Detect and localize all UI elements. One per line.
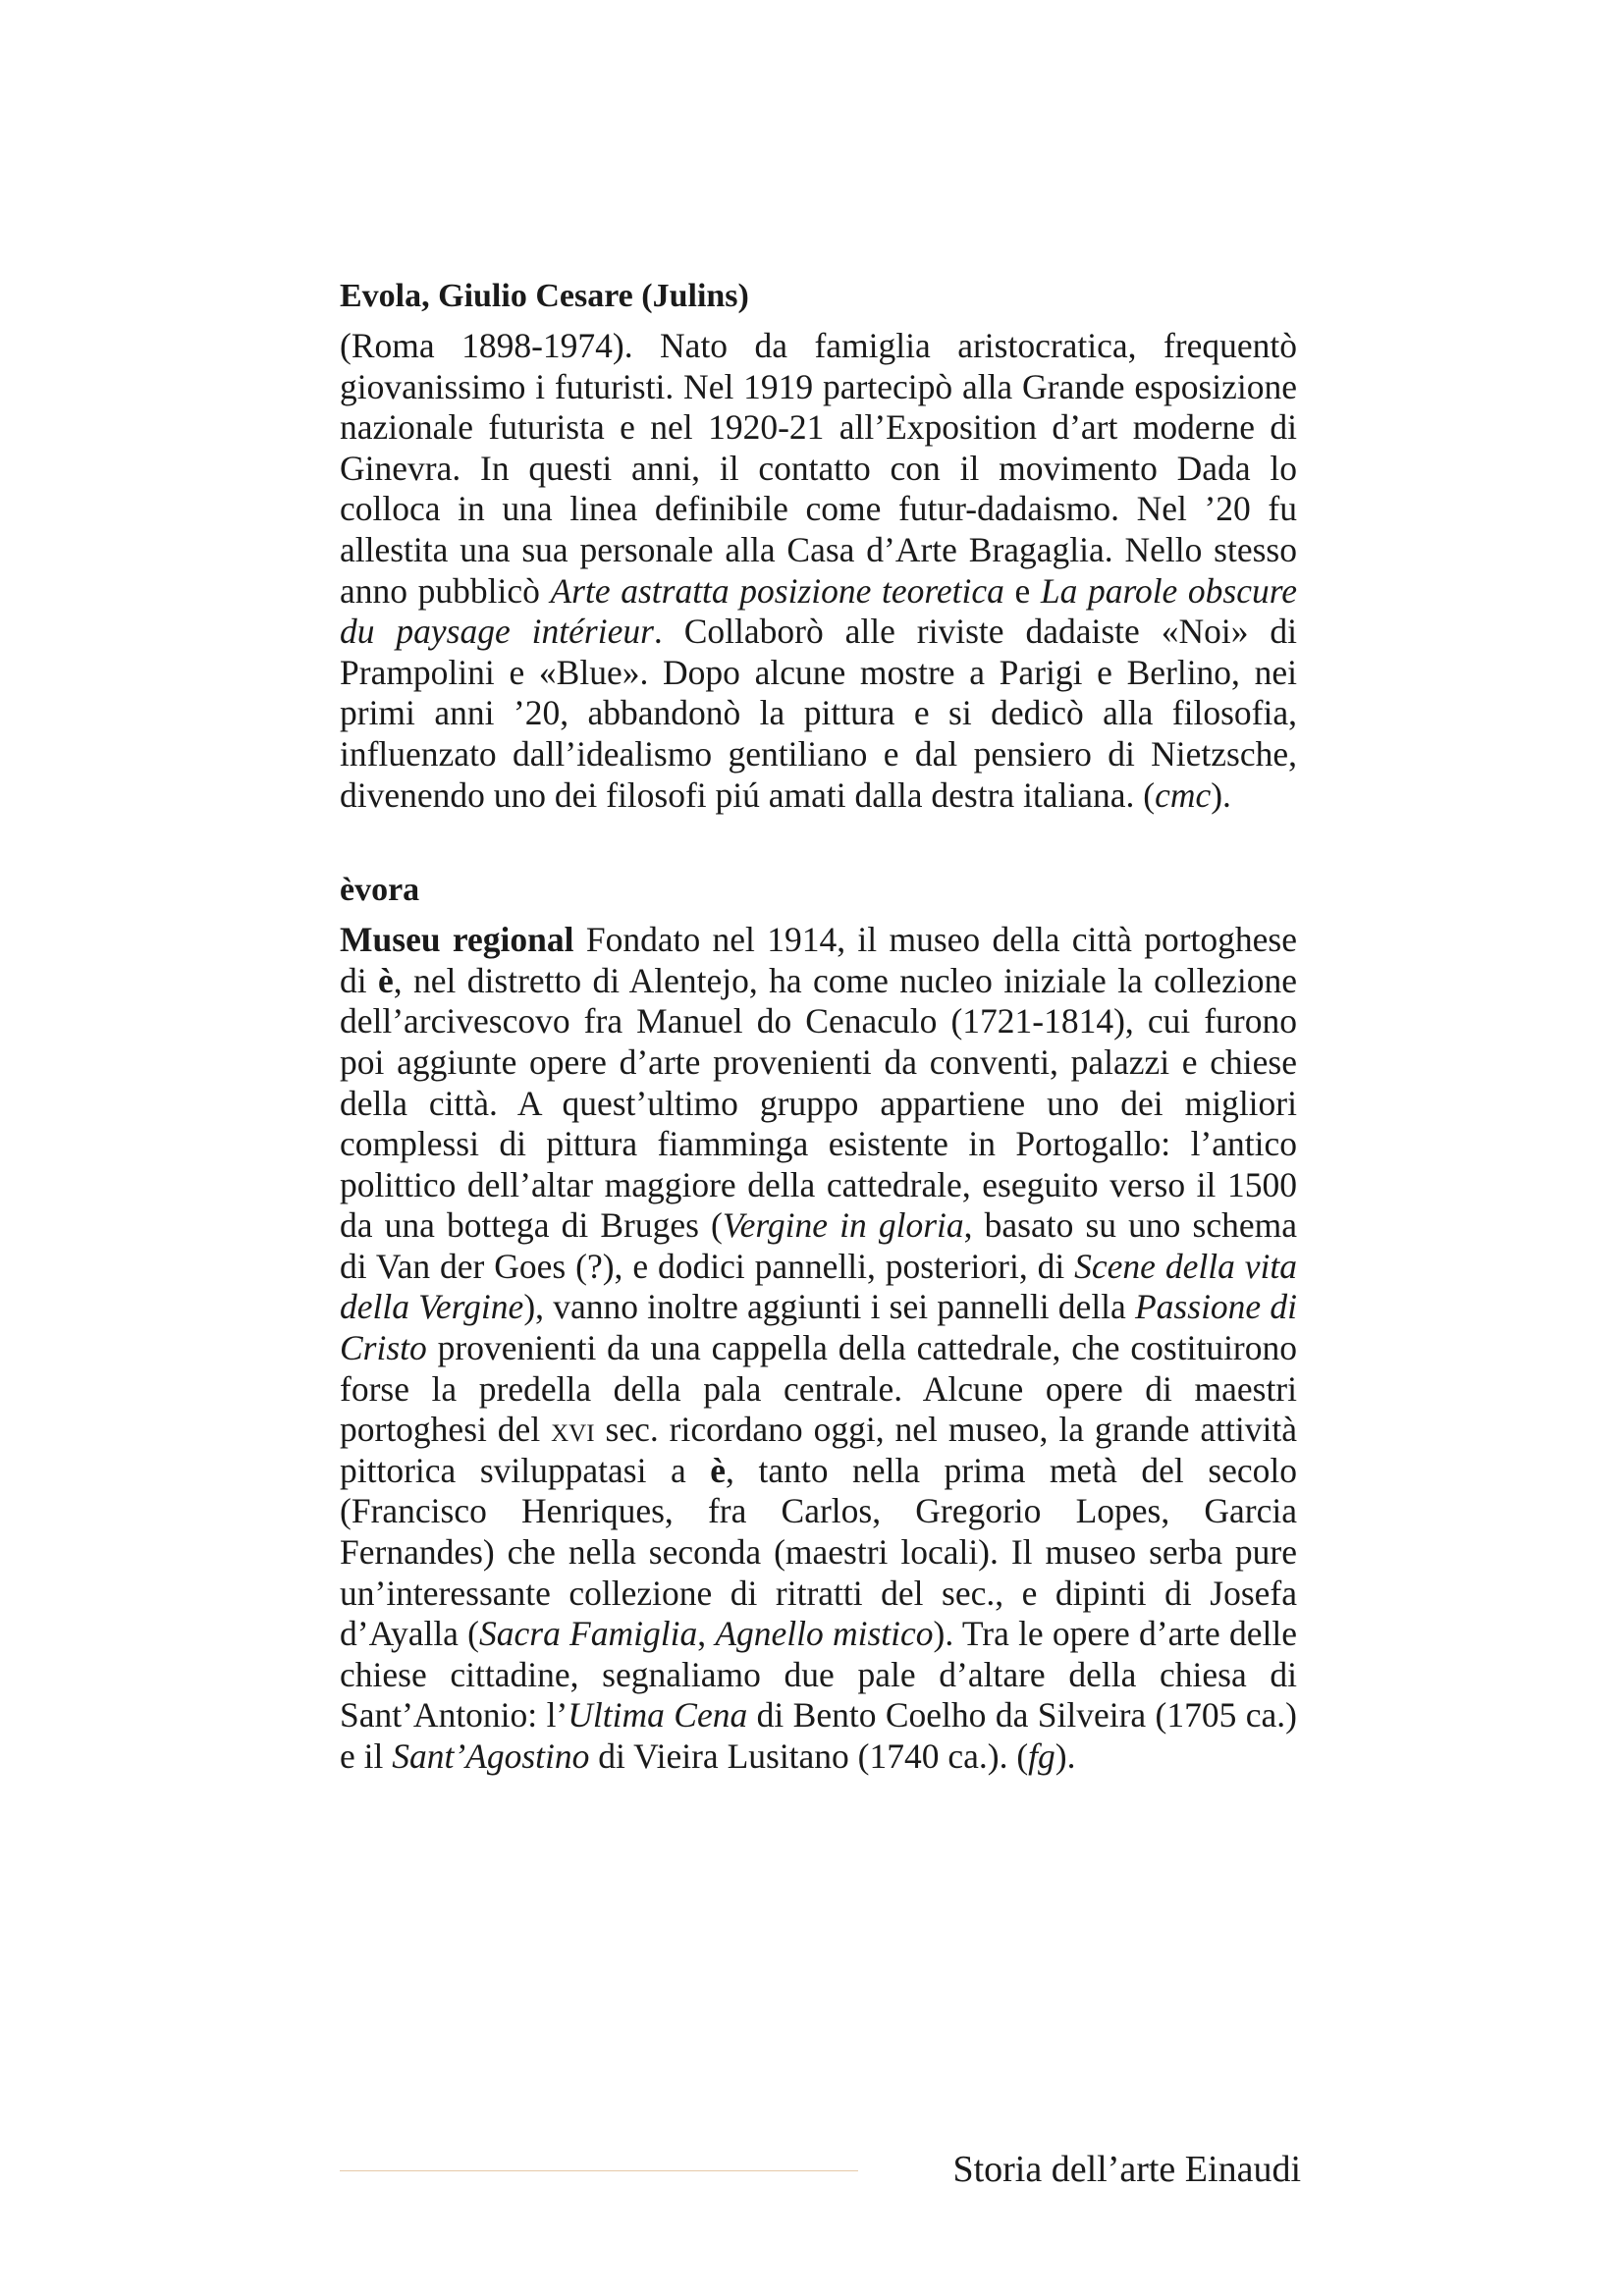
subentry-lead: Museu regional [340,920,574,960]
footer-label: Storia dell’arte Einaudi [952,2149,1301,2190]
text-run: , tanto nella prima metà del secolo (Francisco Henriques, fra Carlos, Gregorio Lopes, Garcia Fernandes) che nella seconda (maestri locali). Il museo serba pure un’interessante collezione di ritratti del sec., e dipinti di Josefa d’Ayalla ( [340,1450,1298,1654]
work-title: Arte astratta posizione teoretica [550,570,1004,611]
text-run: Fondato nel 1914, il museo della città portoghese di [340,920,1297,1000]
work-title: Agnello mistico [715,1614,934,1654]
text-run: , nel distretto di Alentejo, ha come nucleo iniziale la collezione dell’arcivescovo fra Manuel do Cenaculo (1721-1814), cui furono poi aggiunte opere d’arte provenienti da conventi, palazzi e chiese della città. A quest’ultimo gruppo appartiene uno dei migliori complessi di pittura fiamminga esistente in Portogallo: l’antico polittico dell’altar maggiore della cattedrale, eseguito verso il 1500 da una bottega di Bruges ( [340,960,1297,1246]
text-run: e [1003,570,1041,611]
text-run: ). [1055,1736,1076,1776]
work-title: Ultima Cena [568,1695,748,1735]
headword-abbr: è [710,1450,727,1490]
text-run: di Vieira Lusitano (1740 ca.). ( [589,1736,1029,1776]
work-title: Passione di Cristo [340,1287,1297,1368]
text-run: , basato su uno schema di Van der Goes (?), e dodici pannelli, posteriori, di [340,1205,1297,1286]
entry-heading-evora: èvora [340,872,420,909]
entry-separator [340,816,1297,869]
text-run: ). [1211,774,1231,815]
work-title: Scene della vita della Vergine [340,1246,1297,1327]
work-title: La parole obscure du paysage intérieur [340,570,1297,652]
text-run: sec. ricordano oggi, nel museo, la grande attività pittorica sviluppatasi a [340,1410,1297,1490]
page-content [340,275,1297,1778]
text-run: provenienti da una cappella della cattedrale, che costituirono forse la predella della pala centrale. Alcune opere di maestri portoghesi del [340,1328,1297,1450]
text-run: di Bento Coelho da Silveira (1705 ca.) e il [340,1695,1297,1776]
century-numeral: xvi [551,1410,595,1450]
entry-body-evora [340,920,1297,1777]
text-run: ), vanno inoltre aggiunti i sei pannelli della [523,1287,1135,1327]
author-initials: fg [1028,1736,1055,1776]
work-title: Sacra Famiglia [479,1614,698,1654]
entry-body-evola [340,326,1297,816]
work-title: Vergine in gloria [722,1205,964,1246]
text-run: , [697,1614,716,1654]
text-run: (Roma 1898-1974). Nato da famiglia aristocratica, frequentò giovanissimo i futuristi. Nel 1919 partecipò alla Grande esposizione nazionale futurista e nel 1920-21 all’Exposition d’art moderne di Ginevra. In questi anni, il contatto con il movimento Dada lo colloca in una linea definibile come futur-dadaismo. Nel ’20 fu allestita una sua personale alla Casa d’Arte Bragaglia. Nello stesso anno pubblicò [340,326,1297,611]
headword-abbr: è [378,960,394,1000]
text-run: ). Tra le opere d’arte delle chiese cittadine, segnaliamo due pale d’altare della chiesa di Sant’Antonio: l’ [340,1614,1297,1735]
entry-heading-evola: Evola, Giulio Cesare (Julins) [340,278,749,314]
footer-rule [340,2170,858,2171]
author-initials: cmc [1155,774,1212,815]
work-title: Sant’Agostino [392,1736,590,1776]
text-run: . Collaborò alle riviste dadaiste «Noi» di Prampolini e «Blue». Dopo alcune mostre a Parigi e Berlino, nei primi anni ’20, abbandonò la pittura e si dedicò alla filosofia, influenzato dall’idealismo gentiliano e dal pensiero di Nietzsche, divenendo uno dei filosofi piú amati dalla destra italiana. ( [340,612,1297,815]
